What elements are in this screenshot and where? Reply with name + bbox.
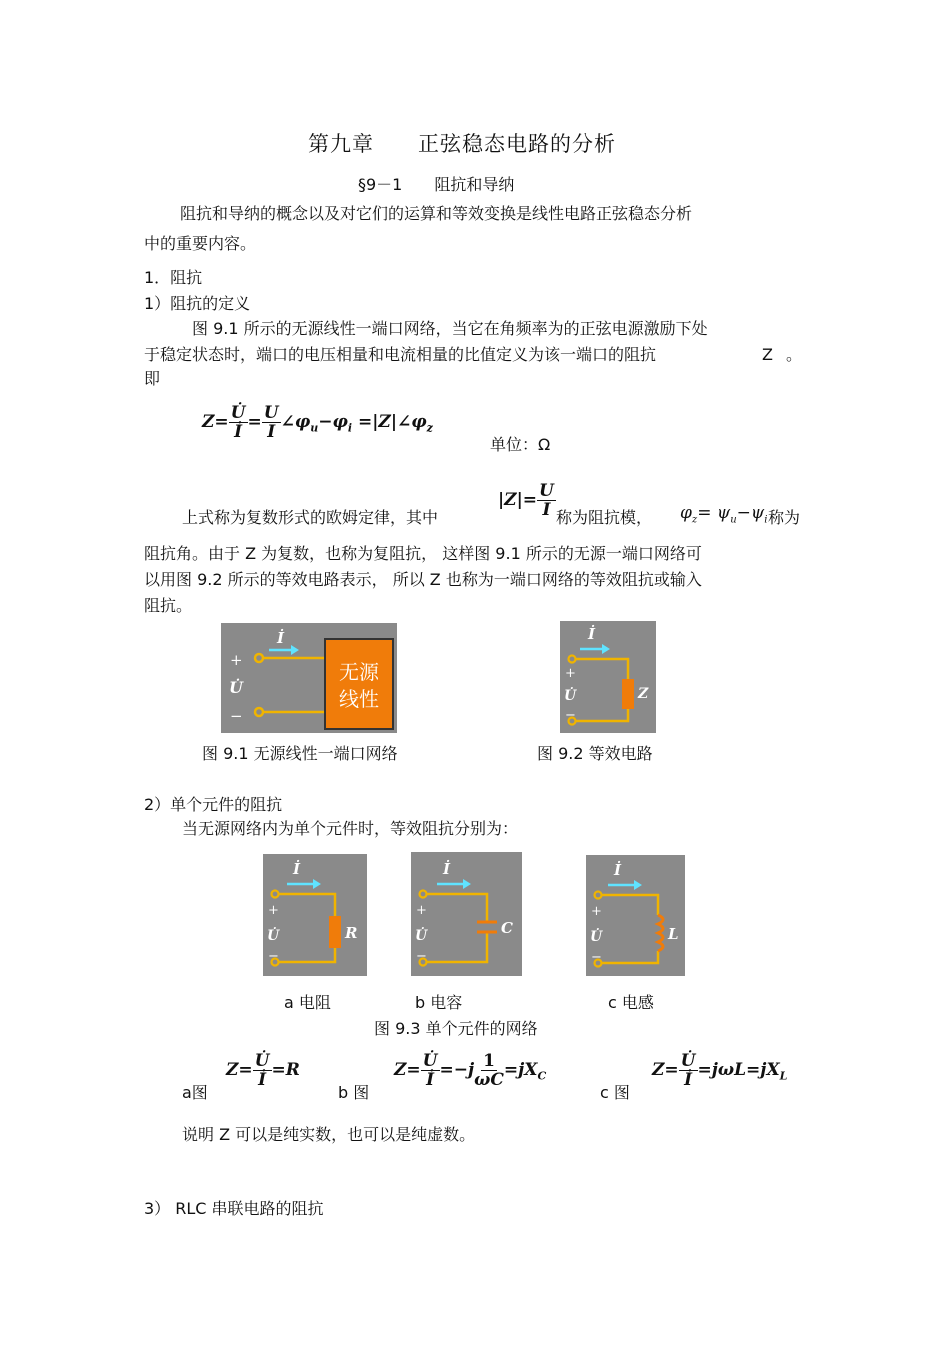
para1-z-symbol: Z <box>762 345 773 364</box>
heading-single-element: 2）单个元件的阻抗 <box>144 795 283 814</box>
figure-9-3a-resistor <box>263 854 367 976</box>
resistor-equation: Z= $\frac{U̇}{İ}$ =R <box>226 1051 300 1090</box>
svg-text:−: − <box>268 949 279 964</box>
unit-label: 单位：Ω <box>490 435 551 454</box>
fig1-box-line-1: 无源 <box>339 660 379 684</box>
heading-rlc: 3） RLC 串联电路的阻抗 <box>144 1199 324 1218</box>
para4: 当无源网络内为单个元件时，等效阻抗分别为： <box>182 819 519 838</box>
angle-equation: $\varphi_z= \psi_u-\psi_i$ <box>680 503 768 526</box>
page-title: 第九章 正弦稳态电路的分析 <box>308 132 616 156</box>
para1-line-3: 即 <box>144 369 161 388</box>
svg-text:U̇: U̇ <box>415 928 428 944</box>
svg-text:İ: İ <box>277 629 285 647</box>
para1-line-2: 于稳定状态时，端口的电压相量和电流相量的比值定义为该一端口的阻抗 <box>144 345 657 364</box>
para3-line-2: 以用图 9.2 所示的等效电路表示， 所以 Z 也称为一端口网络的等效阻抗或输入 <box>144 570 702 589</box>
heading-definition: 1）阻抗的定义 <box>144 294 251 313</box>
section-title: §9－1 阻抗和导纳 <box>358 175 515 194</box>
figure-9-3b-capacitor <box>411 852 522 976</box>
svg-text:Z: Z <box>638 686 649 702</box>
svg-text:L: L <box>668 925 679 943</box>
figure-9-3-caption: 图 9.3 单个元件的网络 <box>374 1019 538 1038</box>
figure-9-1-caption: 图 9.1 无源线性一端口网络 <box>202 744 398 763</box>
inductor-equation: Z= $\frac{U̇}{İ}$ $=j\omega L=jX_L$ <box>652 1051 788 1090</box>
svg-text:U̇: U̇ <box>564 688 577 704</box>
heading-impedance: 1．阻抗 <box>144 268 203 287</box>
impedance-equation: Z= $\frac{U̇}{İ}$ = $\frac{U}{I}$ $\angle\varphi_u-\varphi_i$ $=|Z|\angle\varphi_z$ <box>202 403 433 442</box>
svg-text:İ: İ <box>443 860 451 878</box>
fig3a-label: a 电阻 <box>284 993 331 1012</box>
figure-9-1 <box>221 623 397 733</box>
para3-line-1: 阻抗角。由于 Z 为复数，也称为复阻抗， 这样图 9.1 所示的无源一端口网络可 <box>144 544 702 563</box>
svg-text:−: − <box>565 708 576 723</box>
para1-period: 。 <box>786 345 803 364</box>
intro-line-2: 中的重要内容。 <box>144 234 257 253</box>
svg-text:U̇: U̇ <box>267 928 280 944</box>
svg-text:−: − <box>416 949 427 964</box>
svg-text:−: − <box>591 950 602 965</box>
svg-text:U̇: U̇ <box>590 929 603 945</box>
figure-9-2 <box>560 621 656 733</box>
svg-text:İ: İ <box>614 861 622 879</box>
svg-text:−: − <box>230 707 243 725</box>
para2-before: 上式称为复数形式的欧姆定律，其中 <box>182 508 439 527</box>
svg-text:+: + <box>591 904 602 919</box>
fig3c-label: c 电感 <box>608 993 654 1012</box>
para5: 说明 Z 可以是纯实数，也可以是纯虚数。 <box>182 1125 476 1144</box>
eq-label-c: c 图 <box>600 1083 630 1102</box>
fig3b-label: b 电容 <box>415 993 463 1012</box>
capacitor-equation: Z= $\frac{U̇}{İ}$ =−j $\frac{1}{\omega C}$ $=jX_C$ <box>394 1051 547 1090</box>
fig1-box-line-2: 线性 <box>339 687 379 711</box>
figure-9-3c-inductor <box>586 855 685 976</box>
para3-line-3: 阻抗。 <box>144 596 193 615</box>
svg-text:+: + <box>230 651 243 669</box>
para1-line-1: 图 9.1 所示的无源线性一端口网络，当它在角频率为的正弦电源激励下处 <box>192 319 708 338</box>
svg-text:İ: İ <box>293 860 301 878</box>
eq-label-b: b 图 <box>338 1083 370 1102</box>
svg-text:İ: İ <box>588 625 596 643</box>
intro-line-1: 阻抗和导纳的概念以及对它们的运算和等效变换是线性电路正弦稳态分析 <box>180 204 693 223</box>
svg-text:U̇: U̇ <box>229 678 243 697</box>
svg-text:+: + <box>268 903 279 918</box>
svg-text:C: C <box>501 919 513 937</box>
svg-text:+: + <box>416 903 427 918</box>
svg-text:R: R <box>345 924 358 942</box>
svg-text:+: + <box>565 666 576 681</box>
figure-9-2-caption: 图 9.2 等效电路 <box>537 744 653 763</box>
para2-mid: 称为阻抗模， <box>556 508 653 527</box>
para2-after: 称为 <box>768 508 801 527</box>
eq-label-a: a图 <box>182 1083 208 1102</box>
modulus-equation: |Z|= $\frac{U}{I}$ <box>498 481 554 520</box>
